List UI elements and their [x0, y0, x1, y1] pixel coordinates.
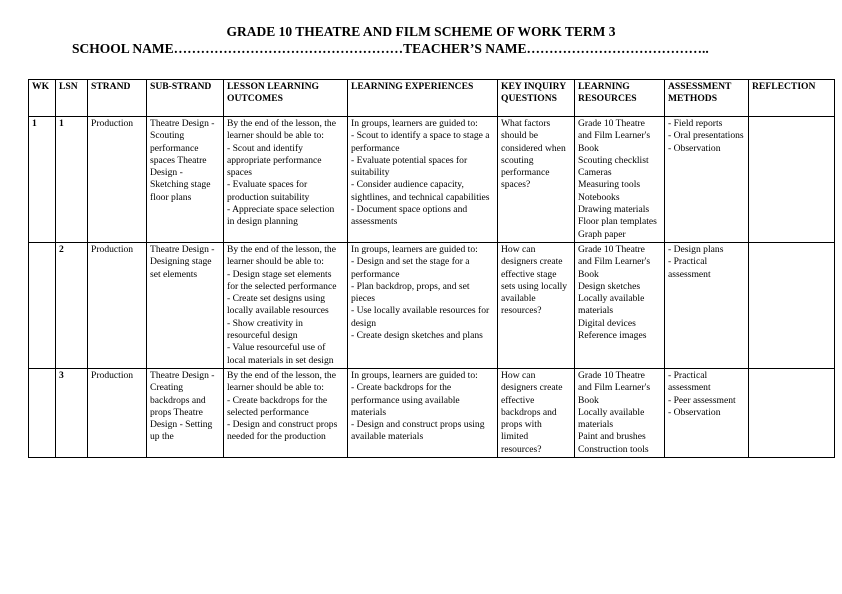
assessment-line: - Observation	[668, 142, 721, 154]
outcome-line: By the end of the lesson, the learner should be able to:	[227, 118, 336, 142]
header-experiences: LEARNING EXPERIENCES	[348, 80, 498, 117]
assessment-line: - Practical assessment	[668, 256, 711, 280]
experience-line: In groups, learners are guided to:	[351, 118, 478, 129]
cell-resources	[575, 117, 665, 243]
resource-line: Floor plan templates	[578, 216, 657, 228]
school-teacher-line: SCHOOL NAME……………………………………………TEACHER’S NAME…………………………………..	[72, 41, 709, 56]
experience-line: In groups, learners are guided to:	[351, 369, 478, 381]
header-reflection: REFLECTION	[749, 80, 835, 117]
header-resources: LEARNING RESOURCES	[575, 80, 665, 117]
assessment-line: - Design plans	[668, 243, 724, 255]
resource-line: Construction tools	[578, 443, 649, 455]
outcome-line: - Scout and identify appropriate performance spaces	[227, 142, 322, 179]
header-lsn: LSN	[56, 80, 88, 117]
header-strand: STRAND	[88, 80, 147, 117]
cell-reflection	[749, 242, 835, 368]
table-row	[29, 117, 835, 243]
cell-resources	[575, 242, 665, 368]
experience-line: - Design and set the stage for a performance	[351, 256, 470, 280]
cell-strand: Production	[88, 368, 147, 457]
resource-line: Grade 10 Theatre and Film Learner's Book	[578, 369, 651, 406]
document-title: GRADE 10 THEATRE AND FILM SCHEME OF WORK TERM 3	[226, 24, 616, 39]
cell-wk	[29, 242, 56, 368]
table-row	[29, 368, 835, 457]
resource-line: Cameras	[578, 167, 612, 179]
table-header-row	[29, 80, 835, 117]
resource-line: Measuring tools	[578, 179, 641, 191]
resource-line: Locally available materials	[578, 293, 645, 317]
assessment-line: - Practical assessment	[668, 369, 711, 394]
cell-assessment	[665, 368, 749, 457]
experience-line: - Use locally available resources for design	[351, 305, 490, 329]
outcome-line: By the end of the lesson, the learner should be able to:	[227, 369, 336, 394]
outcome-line: - Appreciate space selection in design planning	[227, 204, 335, 228]
assessment-line: - Oral presentations	[668, 130, 744, 142]
outcome-line: - Evaluate spaces for production suitability	[227, 179, 310, 203]
assessment-line: - Observation	[668, 406, 721, 418]
cell-assessment	[665, 242, 749, 368]
cell-outcomes	[224, 368, 348, 457]
scheme-of-work-table	[28, 79, 835, 458]
cell-reflection	[749, 368, 835, 457]
experience-line: - Create backdrops for the performance using available materials	[351, 382, 460, 418]
resource-line: Digital devices	[578, 317, 636, 329]
cell-lsn: 1	[56, 117, 88, 243]
resource-line: Paint and brushes	[578, 431, 646, 443]
header-inquiry: KEY INQUIRY QUESTIONS	[498, 80, 575, 117]
experience-line: In groups, learners are guided to:	[351, 243, 478, 255]
resource-line: Reference images	[578, 330, 647, 342]
cell-experiences	[348, 368, 498, 457]
cell-wk: 1	[29, 117, 56, 243]
cell-wk	[29, 368, 56, 457]
assessment-line: - Field reports	[668, 118, 723, 129]
outcome-line: - Value resourceful use of local materials in set design	[227, 342, 334, 366]
resource-line: Grade 10 Theatre and Film Learner's Book	[578, 118, 651, 154]
cell-sub-strand: Theatre Design - Creating backdrops and props Theatre Design - Setting up the	[147, 368, 224, 457]
experience-line: - Scout to identify a space to stage a performance	[351, 130, 490, 154]
experience-line: - Evaluate potential spaces for suitability	[351, 154, 468, 179]
cell-resources	[575, 368, 665, 457]
table-row	[29, 242, 835, 368]
assessment-line: - Peer assessment	[668, 394, 736, 406]
cell-inquiry: How can designers create effective backdrops and props with limited resources?	[498, 368, 575, 457]
resource-line: Graph paper	[578, 228, 626, 240]
cell-lsn: 2	[56, 242, 88, 368]
outcome-line: - Design and construct props needed for the production	[227, 419, 338, 443]
cell-sub-strand: Theatre Design - Scouting performance spaces Theatre Design - Sketching stage floor plans	[147, 117, 224, 243]
resource-line: Scouting checklist	[578, 154, 649, 166]
cell-sub-strand: Theatre Design - Designing stage set elements	[147, 242, 224, 368]
cell-strand: Production	[88, 117, 147, 243]
resource-line: Drawing materials	[578, 204, 650, 216]
outcome-line: - Design stage set elements for the selected performance	[227, 268, 337, 292]
cell-lsn: 3	[56, 368, 88, 457]
experience-line: - Plan backdrop, props, and set pieces	[351, 280, 470, 305]
header-outcomes: LESSON LEARNING OUTCOMES	[224, 80, 348, 117]
header-sub-strand: SUB-STRAND	[147, 80, 224, 117]
resource-line: Locally available materials	[578, 406, 645, 431]
cell-inquiry: What factors should be considered when scouting performance spaces?	[498, 117, 575, 243]
header-wk: WK	[29, 80, 56, 117]
cell-experiences	[348, 117, 498, 243]
resource-line: Notebooks	[578, 191, 620, 203]
experience-line: - Design and construct props using available materials	[351, 419, 485, 443]
cell-inquiry: How can designers create effective stage sets using locally available resources?	[498, 242, 575, 368]
cell-outcomes	[224, 117, 348, 243]
cell-outcomes	[224, 242, 348, 368]
cell-assessment	[665, 117, 749, 243]
outcome-line: - Create backdrops for the selected performance	[227, 394, 328, 418]
experience-line: - Consider audience capacity, sightlines, and technical capabilities	[351, 179, 490, 203]
outcome-line: - Create set designs using locally available resources	[227, 293, 329, 317]
experience-line: - Create design sketches and plans	[351, 330, 483, 342]
outcome-line: - Show creativity in resourceful design	[227, 317, 303, 342]
cell-experiences	[348, 242, 498, 368]
experience-line: - Document space options and assessments	[351, 204, 468, 228]
cell-reflection	[749, 117, 835, 243]
resource-line: Grade 10 Theatre and Film Learner's Book	[578, 243, 651, 280]
header-assessment: ASSESSMENT METHODS	[665, 80, 749, 117]
resource-line: Design sketches	[578, 280, 641, 292]
outcome-line: By the end of the lesson, the learner should be able to:	[227, 243, 336, 268]
cell-strand: Production	[88, 242, 147, 368]
